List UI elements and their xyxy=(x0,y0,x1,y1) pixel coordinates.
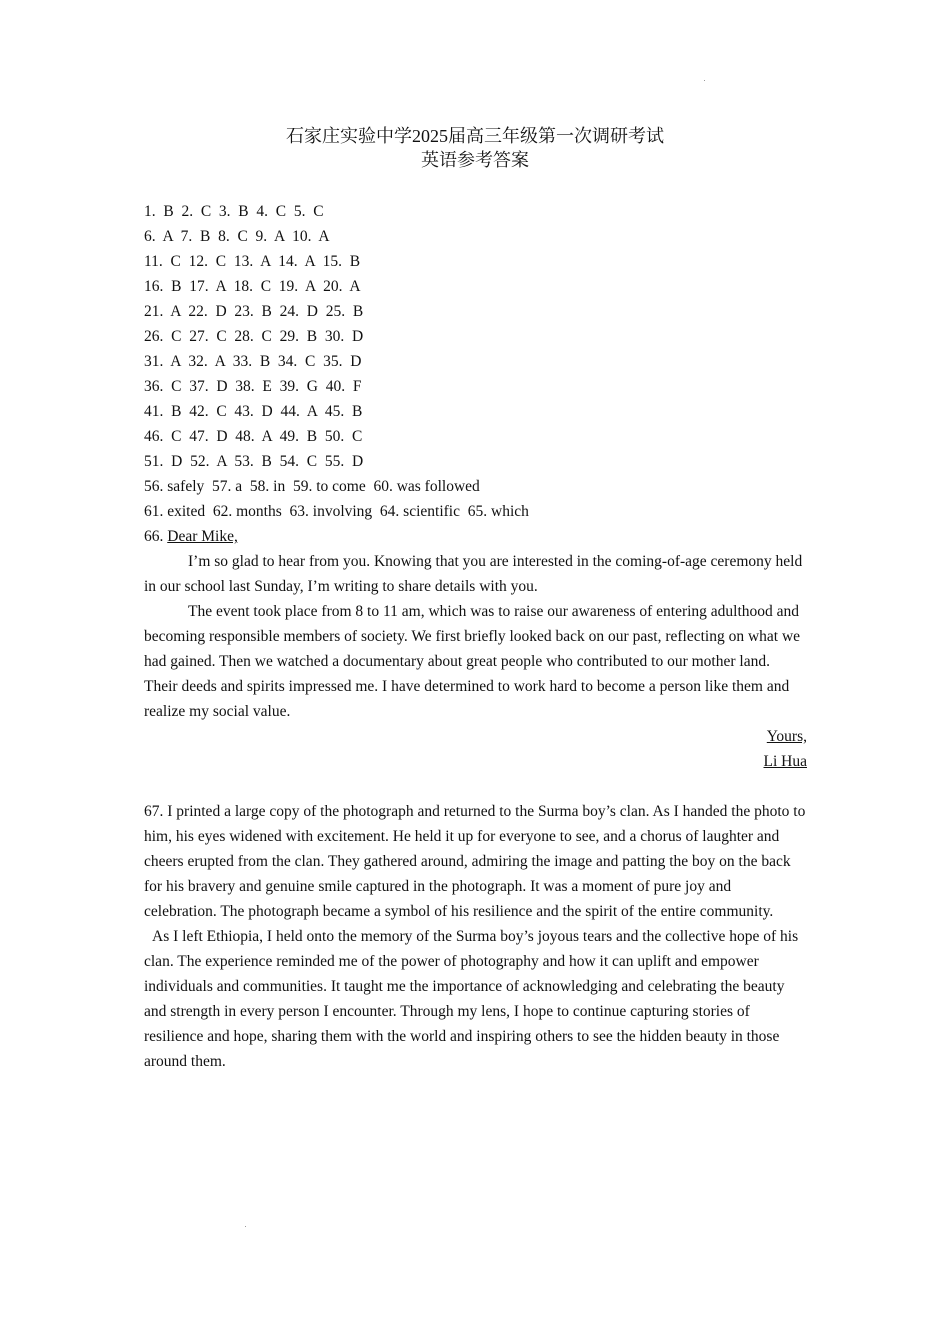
answer-line: 16. B 17. A 18. C 19. A 20. A xyxy=(144,278,361,295)
q67-paragraph-2: As I left Ethiopia, I held onto the memory of the Surma boy’s joyous tears and the collective hope of his clan. The experience reminded me of the power of photography and how it can uplift and empower individuals and communities. It taught me the importance of acknowledging and celebrating the beauty and strength in every person I encounter. Through my lens, I hope to continue capturing stories of resilience and hope, sharing them with the world and inspiring others to see the hidden beauty in those around them. xyxy=(144,928,799,1070)
answer-line: 31. A 32. A 33. B 34. C 35. D xyxy=(144,353,362,370)
answer-line: 36. C 37. D 38. E 39. G 40. F xyxy=(144,378,362,395)
scan-speck xyxy=(245,1226,246,1227)
q66-letter xyxy=(144,524,807,774)
letter-paragraph-2: The event took place from 8 to 11 am, which was to raise our awareness of entering adulthood and becoming responsible members of society. We first briefly looked back on our past, reflecting on what we had gained. Then we watched a documentary about great people who contributed to our mother land. Their deeds and spirits impressed me. I have determined to work hard to become a person like them and realize my social value. xyxy=(144,603,801,720)
letter-signature-line xyxy=(144,749,807,774)
answer-line: 41. B 42. C 43. D 44. A 45. B xyxy=(144,403,363,420)
answer-line: 56. safely 57. a 58. in 59. to come 60. was followed xyxy=(144,478,480,495)
answer-content xyxy=(144,199,807,1074)
answer-line: 51. D 52. A 53. B 54. C 55. D xyxy=(144,453,364,470)
q67-continuation xyxy=(144,799,807,1074)
answer-line: 6. A 7. B 8. C 9. A 10. A xyxy=(144,228,330,245)
letter-closing-line xyxy=(144,724,807,749)
letter-closing: Yours, xyxy=(766,728,807,745)
title-block xyxy=(0,124,950,172)
section-spacer xyxy=(144,774,807,799)
document-subtitle: 英语参考答案 xyxy=(421,150,529,170)
answer-line: 26. C 27. C 28. C 29. B 30. D xyxy=(144,328,364,345)
q66-number: 66. xyxy=(144,528,168,545)
q66-header xyxy=(144,524,807,549)
document-title: 石家庄实验中学2025届高三年级第一次调研考试 xyxy=(286,126,664,146)
q67-paragraph-1: 67. I printed a large copy of the photograph and returned to the Surma boy’s clan. As I handed the photo to him, his eyes widened with excitement. He held it up for everyone to see, and a chorus of laughter and cheers erupted from the clan. They gathered around, admiring the image and patting the boy on the back for his bravery and genuine smile captured in the photograph. It was a moment of pure joy and celebration. The photograph became a symbol of his resilience and the spirit of the entire community. xyxy=(144,803,806,920)
answer-line: 1. B 2. C 3. B 4. C 5. C xyxy=(144,203,324,220)
answer-line: 11. C 12. C 13. A 14. A 15. B xyxy=(144,253,361,270)
answer-line: 46. C 47. D 48. A 49. B 50. C xyxy=(144,428,363,445)
answer-line: 61. exited 62. months 63. involving 64. scientific 65. which xyxy=(144,503,529,520)
letter-signature: Li Hua xyxy=(763,753,807,770)
answer-line: 21. A 22. D 23. B 24. D 25. B xyxy=(144,303,364,320)
answer-list xyxy=(144,199,807,524)
scan-speck xyxy=(704,80,705,81)
letter-paragraph-1: I’m so glad to hear from you. Knowing that you are interested in the coming-of-age ceremony held in our school last Sunday, I’m writing to share details with you. xyxy=(144,553,803,595)
letter-salutation: Dear Mike, xyxy=(167,528,238,545)
